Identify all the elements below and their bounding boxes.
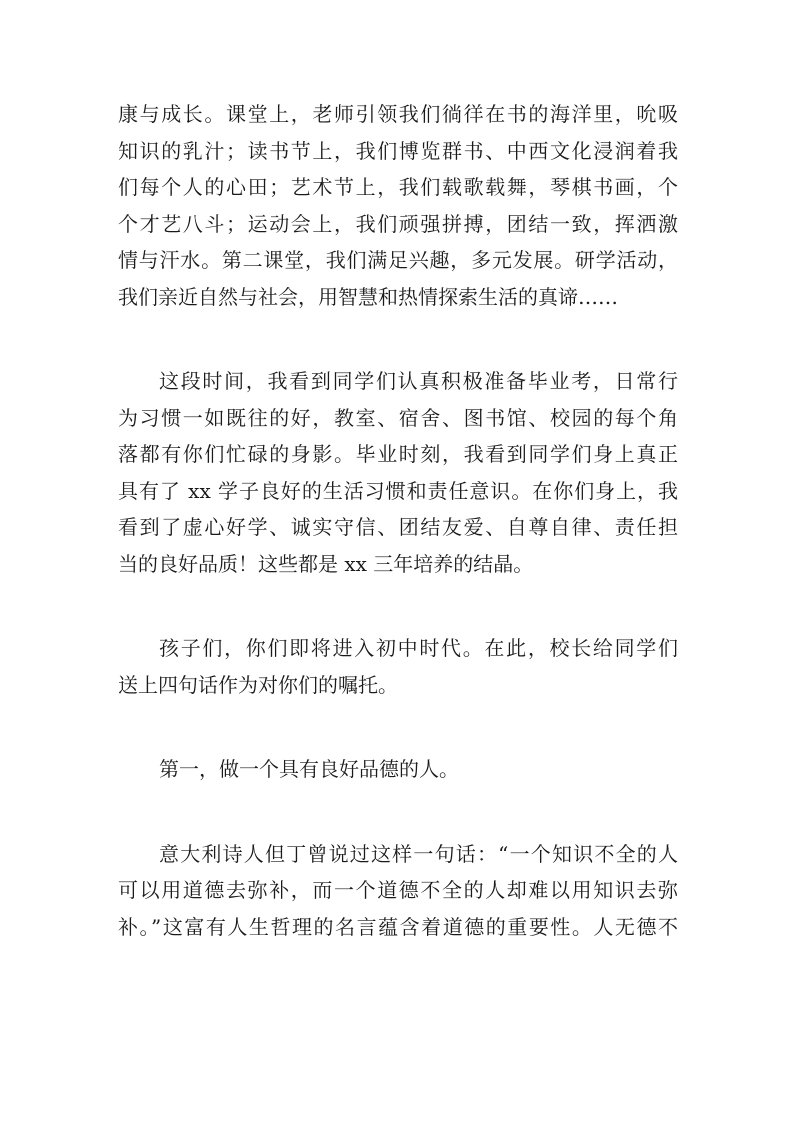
text-line: 看到了虚心好学、诚实守信、团结友爱、自尊自律、责任担 xyxy=(118,515,678,539)
text-line: 第一，做一个具有良好品德的人。 xyxy=(159,757,459,781)
text-line: 当的良好品质！这些都是 xx 三年培养的结晶。 xyxy=(118,552,534,576)
text-line: 们每个人的心田；艺术节上，我们载歌载舞，琴棋书画，个 xyxy=(118,175,678,199)
text-line: 可以用道德去弥补，而一个道德不全的人却难以用知识去弥 xyxy=(118,878,678,902)
text-line: 为习惯一如既往的好，教室、宿舍、图书馆、校园的每个角 xyxy=(118,406,678,430)
text-line: 意大利诗人但丁曾说过这样一句话：“一个知识不全的人 xyxy=(159,842,678,866)
text-line: 这段时间，我看到同学们认真积极准备毕业考，日常行 xyxy=(159,369,678,393)
text-line: 送上四句话作为对你们的嘱托。 xyxy=(118,673,398,697)
text-line: 我们亲近自然与社会，用智慧和热情探索生活的真谛…… xyxy=(118,285,618,309)
text-line: 落都有你们忙碌的身影。毕业时刻，我看到同学们身上真正 xyxy=(118,442,678,466)
text-line: 个才艺八斗；运动会上，我们顽强拼搏，团结一致，挥洒激 xyxy=(118,212,678,236)
text-line: 情与汗水。第二课堂，我们满足兴趣，多元发展。研学活动， xyxy=(118,248,678,272)
text-line: 孩子们，你们即将进入初中时代。在此，校长给同学们 xyxy=(159,636,678,660)
text-line: 康与成长。课堂上，老师引领我们徜徉在书的海洋里，吮吸 xyxy=(118,102,678,126)
text-line: 补。”这富有人生哲理的名言蕴含着道德的重要性。人无德不 xyxy=(118,915,678,939)
text-line: 具有了 xx 学子良好的生活习惯和责任意识。在你们身上，我 xyxy=(118,479,678,503)
text-line: 知识的乳汁；读书节上，我们博览群书、中西文化浸润着我 xyxy=(118,139,678,163)
